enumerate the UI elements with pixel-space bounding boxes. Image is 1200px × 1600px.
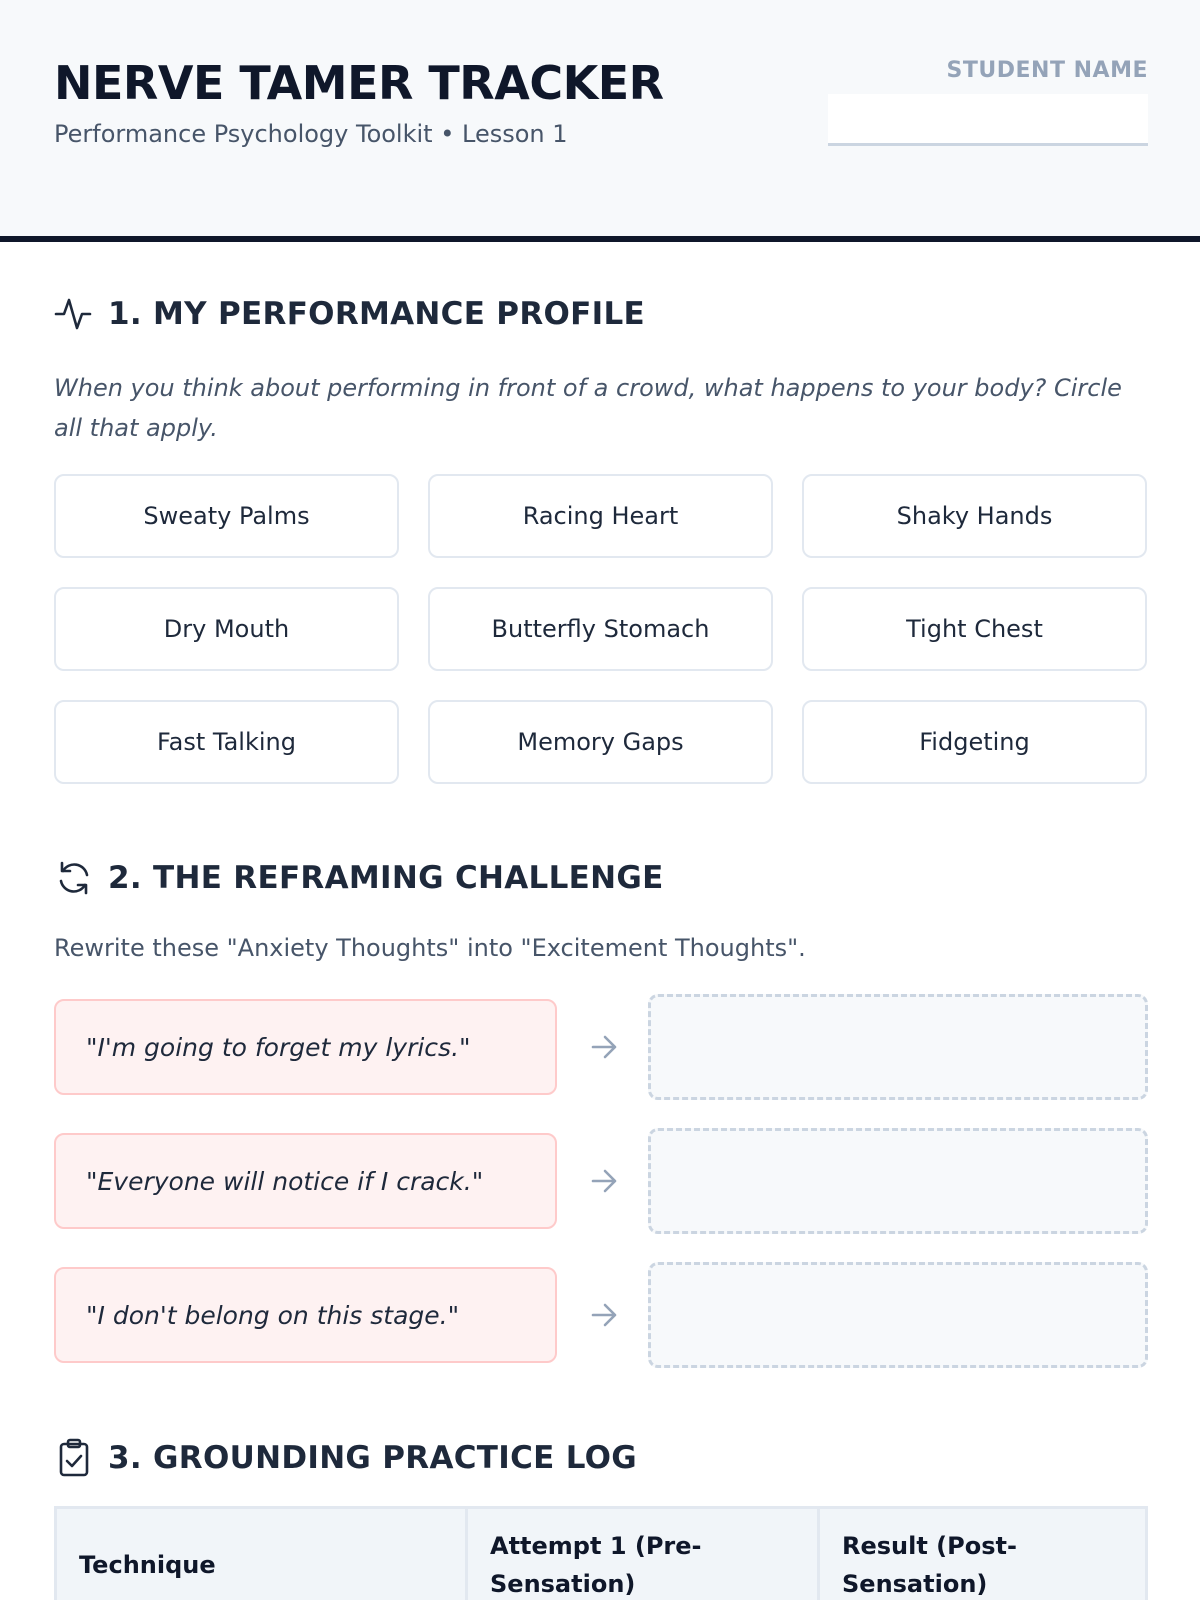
- clipboard-check-icon: [54, 1438, 94, 1478]
- section-reframing-heading: [54, 858, 664, 898]
- worksheet-header: [0, 0, 1200, 242]
- symptom-chip[interactable]: Memory Gaps: [428, 700, 773, 784]
- column-header-result: Result (Post-Sensation): [819, 1508, 1147, 1600]
- activity-pulse-icon: [54, 294, 94, 334]
- student-name-input[interactable]: [828, 94, 1148, 146]
- anxiety-thought-card: "I'm going to forget my lyrics.": [54, 999, 557, 1095]
- student-name-label: STUDENT NAME: [946, 58, 1148, 83]
- grounding-practice-table: [54, 1506, 1148, 1600]
- arrow-right-icon: [589, 1166, 619, 1196]
- anxiety-thought-card: "I don't belong on this stage.": [54, 1267, 557, 1363]
- excitement-thought-input[interactable]: [648, 1262, 1148, 1368]
- section-1-title: 1. MY PERFORMANCE PROFILE: [108, 296, 645, 332]
- page-title: NERVE TAMER TRACKER: [54, 56, 664, 110]
- section-3-title: 3. GROUNDING PRACTICE LOG: [108, 1440, 638, 1476]
- section-grounding-heading: [54, 1438, 637, 1478]
- column-header-attempt: Attempt 1 (Pre-Sensation): [467, 1508, 819, 1600]
- symptom-chip[interactable]: Fast Talking: [54, 700, 399, 784]
- section-performance-profile-heading: [54, 294, 645, 334]
- section-2-instruction: Rewrite these "Anxiety Thoughts" into "Excitement Thoughts".: [54, 934, 806, 962]
- symptom-grid: [54, 474, 1148, 784]
- page-subtitle: Performance Psychology Toolkit • Lesson 1: [54, 120, 568, 148]
- refresh-cycle-icon: [54, 858, 94, 898]
- excitement-thought-input[interactable]: [648, 1128, 1148, 1234]
- arrow-right-icon: [589, 1032, 619, 1062]
- symptom-chip[interactable]: Sweaty Palms: [54, 474, 399, 558]
- reframe-row: [54, 994, 1148, 1100]
- symptom-chip[interactable]: Tight Chest: [802, 587, 1147, 671]
- symptom-chip[interactable]: Shaky Hands: [802, 474, 1147, 558]
- excitement-thought-input[interactable]: [648, 994, 1148, 1100]
- column-header-technique: Technique: [56, 1508, 467, 1600]
- anxiety-thought-card: "Everyone will notice if I crack.": [54, 1133, 557, 1229]
- symptom-chip[interactable]: Butterfly Stomach: [428, 587, 773, 671]
- section-2-title: 2. THE REFRAMING CHALLENGE: [108, 860, 664, 896]
- reframe-row: [54, 1128, 1148, 1234]
- section-1-instruction: When you think about performing in front of a crowd, what happens to your body? Circle all that apply.: [54, 374, 1122, 442]
- symptom-chip[interactable]: Racing Heart: [428, 474, 773, 558]
- table-header-row: [56, 1508, 1147, 1600]
- reframe-row: [54, 1262, 1148, 1368]
- arrow-right-icon: [589, 1300, 619, 1330]
- symptom-chip[interactable]: Dry Mouth: [54, 587, 399, 671]
- symptom-chip[interactable]: Fidgeting: [802, 700, 1147, 784]
